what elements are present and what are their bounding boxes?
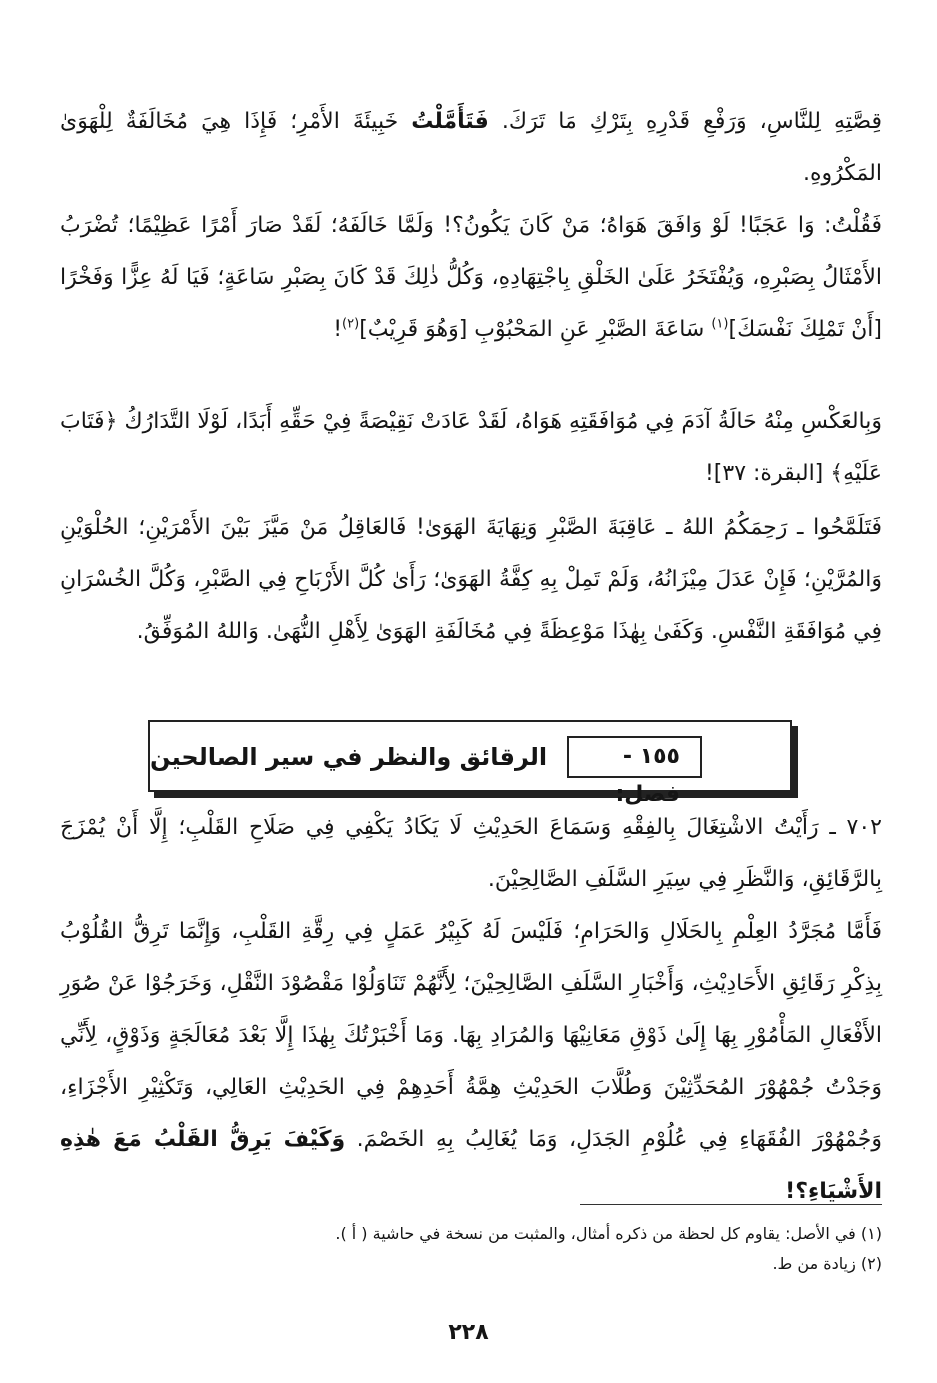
paragraph-3-text: وَبِالعَكْسِ مِنْهُ حَالَةُ آدَمَ فِي مُوَافَقَتِهِ هَوَاهُ، لَقَدْ عَادَتْ نَقِيْصَةً فِيْ حَقِّهِ أَبَدًا، لَوْلَا التَّدَارُكُ ﴿فَتَابَ عَلَيْهِ﴾ [البقرة: ٣٧]! [60, 409, 882, 486]
paragraph-2-text-b: سَاعَةَ الصَّبْرِ عَنِ المَحْبُوْبِ [وَهُوَ قَرِيْبٌ] [359, 317, 712, 342]
paragraph-6-text-a: فَأَمَّا مُجَرَّدُ العِلْمِ بِالحَلَالِ وَالحَرَامِ؛ فَلَيْسَ لَهُ كَبِيْرُ عَمَلٍ فِي رِقَّةِ القَلْبِ، وَإِنَّمَا تَرِقُّ القُلُوْبُ بِذِكْرِ رَقَائِقِ الأَحَادِيْثِ، وَأَخْبَارِ السَّلَفِ الصَّالِحِيْنَ؛ لِأَنَّهُمْ تَنَاوَلُوْا مَقْصُوْدَ النَّقْلِ، وَخَرَجُوْا عَنْ صُوَرِ الأَفْعَالِ المَأْمُوْرِ بِهَا إِلَىٰ ذَوْقِ مَعَانِيْهَا وَالمُرَادِ بِهَا. وَمَا أَخْبَرْتُكَ بِهٰذَا إِلَّا بَعْدَ مُعَالَجَةٍ وَذَوْقٍ، لِأَنِّي وَجَدْتُ جُمْهُوْرَ المُحَدِّثِيْنَ وَطُلَّابَ الحَدِيْثِ هِمَّةُ أَحَدِهِمْ فِي الحَدِيْثِ العَالِي، وَتَكْثِيْرِ الأَجْزَاءِ، وَجُمْهُوْرَ الفُقَهَاءِ فِي عُلُوْمِ الجَدَلِ، وَمَا يُغَالِبُ بِهِ الخَصْمَ. [60, 919, 882, 1152]
footnote-divider [580, 1204, 882, 1205]
paragraph-6 [60, 906, 882, 1218]
section-number: ١٥٥ - فصل: [567, 736, 702, 778]
paragraph-2-text-c: ! [333, 317, 343, 342]
footnote-ref-1: (١) [711, 316, 729, 332]
section-title: الرقائق والنظر في سير الصالحين [150, 743, 548, 771]
paragraph-1 [60, 96, 882, 200]
paragraph-1-text-c: خَبِيئَةَ الأَمْرِ؛ فَإِذَا هِيَ مُخَالَفَةٌ لِلْهَوَىٰ المَكْرُوهِ. [60, 109, 882, 186]
paragraph-4 [60, 502, 882, 658]
paragraph-3 [60, 396, 882, 500]
footnote-1: (١) في الأصل: يقاوم كل لحظة من ذكره أمثال، والمثبت من نسخة في حاشية ( أ ). [335, 1224, 882, 1243]
footnote-ref-2: (٢) [342, 316, 360, 332]
paragraph-1-bold: فَتَأَمَّلْتُ [411, 109, 489, 134]
footnote-2: (٢) زيادة من ط. [772, 1254, 882, 1273]
paragraph-4-text: فَتَلَمَّحُوا ـ رَحِمَكُمُ اللهُ ـ عَاقِبَةَ الصَّبْرِ وَنِهَايَةَ الهَوَىٰ! فَالعَاقِلُ مَنْ مَيَّزَ بَيْنَ الأَمْرَيْنِ؛ الحُلْوَيْنِ وَالمُرَّيْنِ؛ فَإِنْ عَدَلَ مِيْزَانُهُ، وَلَمْ تَمِلْ بِهِ كِفَّةُ الهَوَىٰ؛ رَأَىٰ كُلَّ الأَرْبَاحِ فِي الصَّبْرِ، وَكُلَّ الخُسْرَانِ فِي مُوَافَقَةِ النَّفْسِ. وَكَفَىٰ بِهٰذَا مَوْعِظَةً فِي مُخَالَفَةِ الهَوَىٰ لِأَهْلِ النُّهَىٰ. وَاللهُ المُوَفِّقُ. [60, 515, 882, 644]
paragraph-6-bold: وَكَيْفَ يَرِقُّ القَلْبُ مَعَ هٰذِهِ الأَشْيَاءِ؟! [60, 1127, 882, 1204]
paragraph-5 [60, 802, 882, 906]
paragraph-5-text: ٧٠٢ ـ رَأَيْتُ الاشْتِغَالَ بِالفِقْهِ وَسَمَاعَ الحَدِيْثِ لَا يَكَادُ يَكْفِي فِي صَلَاحِ القَلْبِ؛ إِلَّا أَنْ يُمْزَجَ بِالرَّقَائِقِ، وَالنَّظَرِ فِي سِيَرِ السَّلَفِ الصَّالِحِيْنَ. [60, 815, 882, 892]
paragraph-2 [60, 200, 882, 356]
paragraph-1-text-a: قِصَّتِهِ لِلنَّاسِ، وَرَفْعِ قَدْرِهِ بِتَرْكِ مَا تَرَكَ. [488, 109, 882, 134]
page-number: ٢٢٨ [448, 1320, 489, 1345]
section-heading-box [148, 720, 792, 807]
paragraph-2-text-a: فَقُلْتُ: وَا عَجَبًا! لَوْ وَافَقَ هَوَاهُ؛ مَنْ كَانَ يَكُونُ؟! وَلَمَّا خَالَفَهُ؛ لَقَدْ صَارَ أَمْرًا عَظِيْمًا؛ تُضْرَبُ الأَمْثَالُ بِصَبْرِهِ، وَيُفْتَخَرُ عَلَىٰ الخَلْقِ بِاجْتِهَادِهِ، وَكُلُّ ذٰلِكَ قَدْ كَانَ بِصَبْرِ سَاعَةٍ؛ فَيَا لَهُ عِزًّا وَفَخْرًا [أَنْ تَمْلِكَ نَفْسَكَ] [60, 213, 882, 342]
section-heading-row [150, 736, 702, 807]
